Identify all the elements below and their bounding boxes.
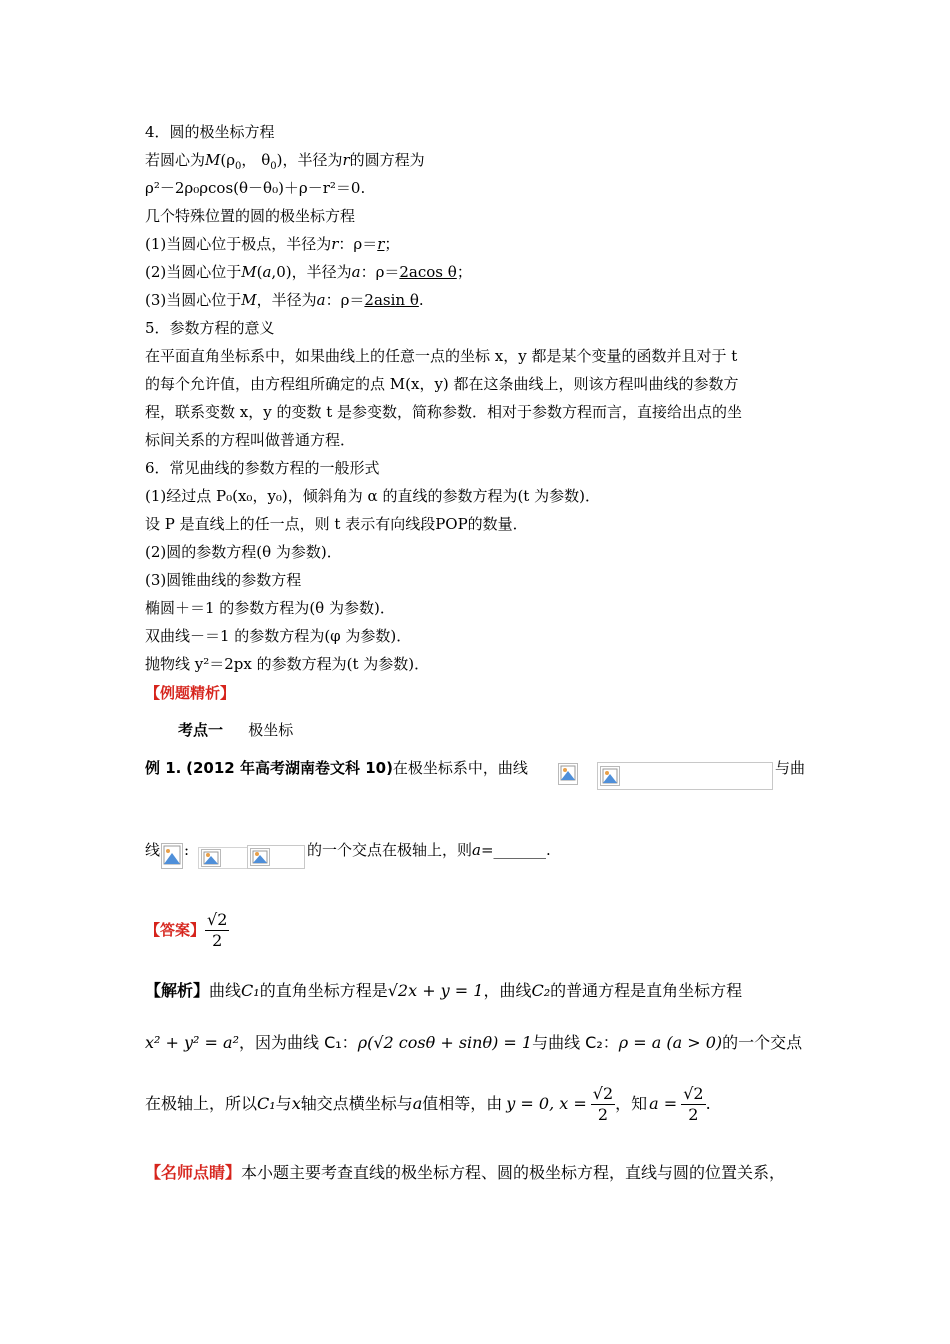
formula-image-box: [597, 762, 773, 790]
text-span: ，知: [615, 1094, 648, 1113]
fraction-denominator: 2: [597, 1104, 609, 1124]
text-span: ，半径为: [282, 151, 343, 169]
paragraph-line: 程，联系变数 x，y 的变数 t 是参变数，简称参数．相对于参数方程而言，直接给出点的坐: [145, 403, 743, 421]
text-span: (3)当圆心位于: [145, 291, 242, 309]
text-span: 与: [275, 1094, 292, 1113]
formula-image-box: [247, 845, 305, 869]
text-span: 曲线: [209, 981, 242, 1000]
teacher-note-label: 【名师点睛】: [145, 1163, 242, 1182]
example-source: (2012 年高考湖南卷文科 10): [186, 759, 393, 777]
math-span: y = 0, x =: [506, 1094, 587, 1113]
text-line: (2)圆的参数方程(θ 为参数)．: [145, 543, 342, 561]
text-span: 的一个交点: [722, 1033, 803, 1052]
text-span: ，因为曲线 C₁：: [239, 1033, 358, 1052]
analysis-line-1: [145, 980, 742, 1002]
formula-image-box: [198, 847, 248, 869]
text-span: 2asin θ: [364, 291, 419, 309]
math-span: C₁: [241, 981, 260, 1000]
text-line: (1)经过点 P₀(x₀，y₀)，倾斜角为 α 的直线的参数方程为(t 为参数)．: [145, 487, 600, 505]
broken-image-icon: [600, 766, 620, 786]
kaodian-heading: [178, 720, 293, 740]
teacher-note-text: 本小题主要考查直线的极坐标方程、圆的极坐标方程，直线与圆的位置关系，: [241, 1163, 786, 1182]
answer-fraction: [205, 910, 229, 951]
math-span: a =: [649, 1094, 678, 1113]
heading-param-meaning: 5．参数方程的意义: [145, 319, 275, 337]
text-line: 椭圆＋＝1 的参数方程为(θ 为参数)．: [145, 599, 395, 617]
text-span: ，半径为: [256, 291, 317, 309]
text-span: r: [377, 235, 385, 253]
broken-image-icon: [161, 843, 183, 869]
text-line: (3)当圆心位于M，半径为a：ρ＝2asin θ.: [145, 291, 424, 309]
text-line: 几个特殊位置的圆的极坐标方程: [145, 207, 356, 225]
math-span: ρ(√2 cosθ + sinθ) = 1: [357, 1033, 533, 1052]
text-span: =_______.: [480, 841, 551, 859]
text-span: ：ρ＝: [338, 235, 378, 253]
text-line: (2)当圆心位于M(a,0)，半径为a：ρ＝2acos θ；: [145, 263, 472, 281]
teacher-note-line: [145, 1162, 785, 1184]
heading-polar-circle: 4．圆的极坐标方程: [145, 123, 275, 141]
example-text: 在极坐标系中，曲线: [392, 759, 528, 777]
fraction-numerator: √2: [592, 1083, 614, 1103]
section-example-heading: 【例题精析】: [145, 684, 236, 702]
formula-line: ρ²－2ρ₀ρcos(θ－θ₀)＋ρ－r²＝0.: [145, 179, 366, 197]
broken-image-icon: [250, 848, 270, 866]
text-span: 轴交点横坐标与: [300, 1094, 413, 1113]
text-span: 在极轴上，所以: [145, 1094, 258, 1113]
analysis-label: 【解析】: [145, 981, 210, 1000]
text-span: (2)当圆心位于: [145, 263, 242, 281]
paragraph-line: 在平面直角坐标系中，如果曲线上的任意一点的坐标 x，y 都是某个变量的函数并且对于 t: [145, 347, 738, 365]
text-line: 双曲线－＝1 的参数方程为(φ 为参数)．: [145, 627, 412, 645]
text-span: 值相等，由: [422, 1094, 503, 1113]
example-line-2-text: [307, 840, 551, 860]
example-label: 例 1.: [145, 759, 182, 777]
text-span: 的普通方程是直角坐标方程: [550, 981, 743, 1000]
text-line: (1)当圆心位于极点，半径为r：ρ＝r；: [145, 235, 400, 253]
example-line-1: [145, 758, 528, 778]
analysis-line-2: [145, 1032, 802, 1054]
fraction-denominator: 2: [688, 1104, 699, 1124]
fraction: [681, 1084, 705, 1125]
text-line: 抛物线 y²＝2px 的参数方程为(t 为参数)．: [145, 655, 430, 673]
fraction: [591, 1084, 615, 1125]
text-span: 与曲线 C₂：: [532, 1033, 619, 1052]
colon-text: :: [184, 841, 190, 859]
text-span: .: [705, 1094, 711, 1113]
analysis-line-3: [145, 1078, 711, 1130]
fraction-denominator: 2: [212, 930, 223, 950]
answer-label: 【答案】: [145, 921, 206, 939]
paragraph-line: 的每个允许值，由方程组所确定的点 M(x，y) 都在这条曲线上，则该方程叫曲线的参数方: [145, 375, 739, 393]
text-span: 2acos θ: [399, 263, 457, 281]
math-span: x: [291, 1094, 301, 1113]
text-span: ，半径为: [291, 263, 352, 281]
kaodian-title: 极坐标: [248, 721, 294, 739]
math-span: ρ = a (a > 0): [618, 1033, 723, 1052]
example-text-end: 与曲: [775, 759, 806, 777]
answer-line: [145, 905, 229, 955]
math-span: C₁: [257, 1094, 276, 1113]
math-span: √2x + y = 1: [387, 981, 484, 1000]
text-line: (3)圆锥曲线的参数方程: [145, 571, 302, 589]
math-span: a: [412, 1094, 423, 1113]
text-span: a: [472, 841, 481, 859]
text-line: 若圆心为$M(\rho_0$， $\theta_0$)，半径为r的圆方程为: [145, 151, 425, 172]
text-span: 的一个交点在极轴上，则: [307, 841, 473, 859]
text-span: 若圆心为: [145, 151, 206, 169]
paragraph-line: 标间关系的方程叫做普通方程．: [145, 431, 356, 449]
math-span: C₂: [531, 981, 551, 1000]
text-line: 设 P 是直线上的任一点，则 t 表示有向线段POP的数量．: [145, 515, 528, 533]
heading-common-curves: 6．常见曲线的参数方程的一般形式: [145, 459, 380, 477]
text-span: (1)当圆心位于极点，半径为: [145, 235, 332, 253]
broken-image-icon: [558, 763, 578, 785]
kaodian-label: 考点一: [178, 721, 224, 739]
fraction-numerator: √2: [683, 1083, 704, 1103]
fraction-numerator: √2: [207, 909, 228, 929]
text-span: 的直角坐标方程是: [259, 981, 388, 1000]
text-span: ，曲线: [483, 981, 532, 1000]
text-span: ：ρ＝: [360, 263, 400, 281]
broken-image-icon: [201, 849, 221, 867]
math-span: x² + y² = a²: [145, 1033, 239, 1052]
text-span: ：ρ＝: [325, 291, 365, 309]
text-span: 的圆方程为: [349, 151, 425, 169]
example-line-2: 线: [145, 841, 161, 859]
